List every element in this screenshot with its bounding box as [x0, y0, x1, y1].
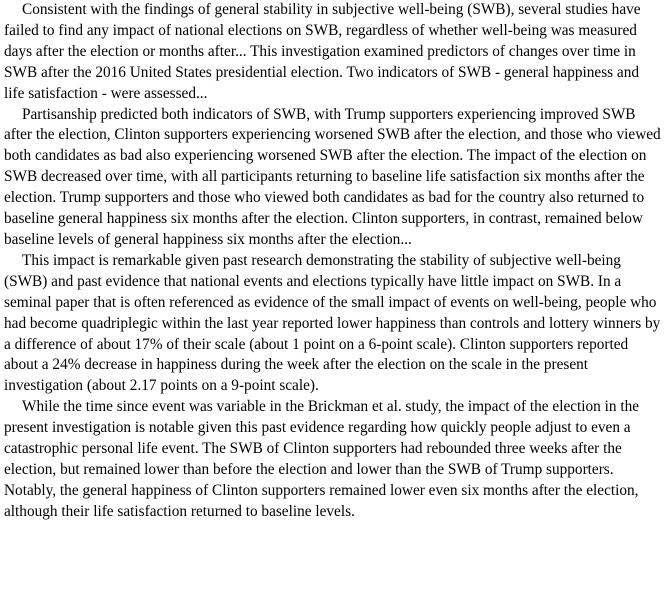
paragraph-3: This impact is remarkable given past research demonstrating the stability of subjective well-being (SWB) and past evidence that national events and elections typically have little impact on SWB. In a seminal paper that is often referenced as evidence of the small impact of events on well-being, people who had become quadriplegic within the last year reported lower happiness than controls and lottery winners by a difference of about 17% of their scale (about 1 point on a 6-point scale). Clinton supporters reported about a 24% decrease in happiness during the week after the election on the scale in the present investigation (about 2.17 points on a 9-point scale). — [4, 251, 661, 395]
paragraph-4: While the time since event was variable in the Brickman et al. study, the impact of the election in the present investigation is notable given this past evidence regarding how quickly people adjust to even a catastrophic personal life event. The SWB of Clinton supporters had rebounded three weeks after the election, but remained lower than before the election and lower than the SWB of Trump supporters. Notably, the general happiness of Clinton supporters remained lower even six months after the election, although their life satisfaction returned to baseline levels. — [4, 398, 640, 520]
paragraph-1: Consistent with the findings of general stability in subjective well-being (SWB), several studies have failed to find any impact of national elections on SWB, regardless of whether well-being was measured days after the election or months after... This investigation examined predictors of changes over time in SWB after the 2016 United States presidential election. Two indicators of SWB - general happiness and life satisfaction - were assessed... — [4, 1, 641, 102]
paragraph-2: Partisanship predicted both indicators of SWB, with Trump supporters experiencing improved SWB after the election, Clinton supporters experiencing worsened SWB after the election, and those who viewed both candidates as bad also experiencing worsened SWB after the election. The impact of the election on SWB decreased over time, with all participants returning to baseline life satisfaction six months after the election. Trump supporters and those who viewed both candidates as bad for the country also returned to baseline general happiness six months after the election. Clinton supporters, in contrast, remained below baseline levels of general happiness six months after the election... — [4, 105, 661, 248]
